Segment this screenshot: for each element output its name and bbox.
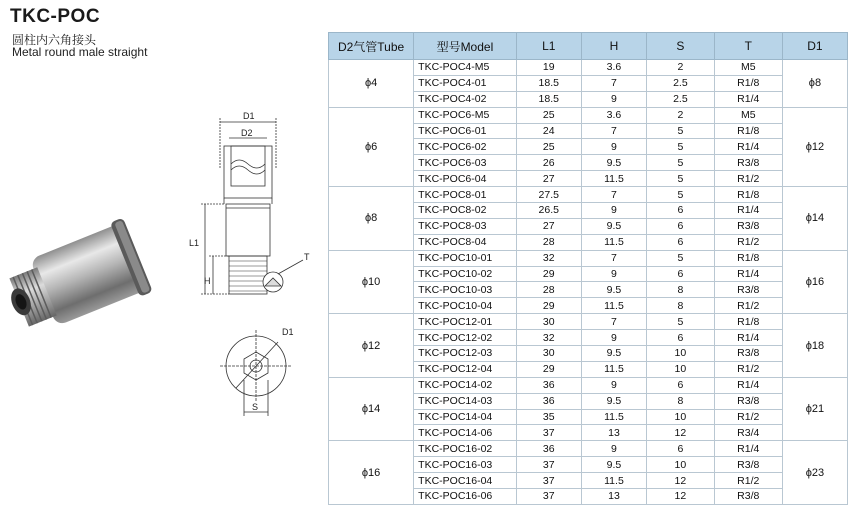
t-cell: R3/8 [714,218,782,234]
s-cell: 12 [647,489,715,505]
l1-cell: 18.5 [516,75,581,91]
tube-size-cell: ϕ14 [329,377,414,441]
t-cell: R1/8 [714,123,782,139]
tube-size-cell: ϕ16 [329,441,414,505]
model-cell: TKC-POC10-02 [414,266,517,282]
header-model: 型号Model [414,33,517,60]
s-cell: 6 [647,266,715,282]
h-cell: 11.5 [581,361,646,377]
t-cell: R3/8 [714,282,782,298]
t-cell: R1/2 [714,234,782,250]
model-cell: TKC-POC12-01 [414,314,517,330]
s-cell: 2.5 [647,75,715,91]
s-cell: 8 [647,298,715,314]
t-cell: R1/8 [714,250,782,266]
s-cell: 5 [647,250,715,266]
l1-cell: 29 [516,266,581,282]
l1-cell: 29 [516,361,581,377]
s-cell: 6 [647,234,715,250]
label-d2: D2 [241,128,253,138]
l1-cell: 37 [516,425,581,441]
s-cell: 2 [647,60,715,76]
table-row [329,187,848,203]
d1-size-cell: ϕ18 [782,314,847,378]
label-s: S [252,402,259,412]
s-cell: 10 [647,346,715,362]
subtitle-chinese: 圆柱内六角接头 [12,33,97,47]
model-cell: TKC-POC6-01 [414,123,517,139]
l1-cell: 27 [516,218,581,234]
fitting-photo [0,190,175,360]
tube-size-cell: ϕ10 [329,250,414,314]
d1-size-cell: ϕ14 [782,187,847,251]
l1-cell: 32 [516,330,581,346]
subtitle-english: Metal round male straight [12,45,148,59]
tube-size-cell: ϕ6 [329,107,414,186]
model-cell: TKC-POC10-03 [414,282,517,298]
h-cell: 7 [581,123,646,139]
h-cell: 3.6 [581,107,646,123]
s-cell: 5 [647,139,715,155]
h-cell: 7 [581,314,646,330]
t-cell: R1/4 [714,91,782,107]
l1-cell: 28 [516,234,581,250]
label-d1-end: D1 [282,327,294,337]
s-cell: 6 [647,377,715,393]
model-cell: TKC-POC6-M5 [414,107,517,123]
h-cell: 13 [581,489,646,505]
model-cell: TKC-POC8-01 [414,187,517,203]
model-cell: TKC-POC4-02 [414,91,517,107]
tube-size-cell: ϕ12 [329,314,414,378]
model-cell: TKC-POC4-M5 [414,60,517,76]
s-cell: 6 [647,218,715,234]
header-tube: D2气管Tube [329,33,414,60]
t-cell: R1/2 [714,171,782,187]
end-view-drawing [210,322,310,422]
l1-cell: 27.5 [516,187,581,203]
l1-cell: 29 [516,298,581,314]
model-cell: TKC-POC4-01 [414,75,517,91]
s-cell: 6 [647,441,715,457]
l1-cell: 37 [516,489,581,505]
t-cell: R1/4 [714,203,782,219]
t-cell: R3/4 [714,425,782,441]
t-cell: R3/8 [714,393,782,409]
t-cell: R1/2 [714,409,782,425]
h-cell: 11.5 [581,409,646,425]
h-cell: 9 [581,139,646,155]
l1-cell: 25 [516,139,581,155]
h-cell: 9 [581,91,646,107]
model-cell: TKC-POC12-02 [414,330,517,346]
s-cell: 6 [647,330,715,346]
l1-cell: 27 [516,171,581,187]
s-cell: 5 [647,171,715,187]
t-cell: R1/2 [714,298,782,314]
h-cell: 9 [581,441,646,457]
table-row [329,314,848,330]
header-d1: D1 [782,33,847,60]
s-cell: 6 [647,203,715,219]
h-cell: 9.5 [581,218,646,234]
h-cell: 9.5 [581,393,646,409]
model-cell: TKC-POC14-03 [414,393,517,409]
t-cell: R1/8 [714,314,782,330]
s-cell: 12 [647,473,715,489]
h-cell: 9.5 [581,346,646,362]
model-cell: TKC-POC8-03 [414,218,517,234]
t-cell: R1/4 [714,377,782,393]
h-cell: 11.5 [581,473,646,489]
model-cell: TKC-POC16-02 [414,441,517,457]
l1-cell: 32 [516,250,581,266]
s-cell: 8 [647,282,715,298]
s-cell: 12 [647,425,715,441]
header-h: H [581,33,646,60]
table-row [329,60,848,76]
h-cell: 9.5 [581,457,646,473]
h-cell: 7 [581,75,646,91]
h-cell: 11.5 [581,171,646,187]
spec-table [328,32,848,505]
d1-size-cell: ϕ12 [782,107,847,186]
l1-cell: 36 [516,377,581,393]
d1-size-cell: ϕ16 [782,250,847,314]
page-title: TKC-POC [10,6,101,27]
model-cell: TKC-POC16-03 [414,457,517,473]
table-row [329,377,848,393]
h-cell: 9 [581,330,646,346]
model-cell: TKC-POC16-06 [414,489,517,505]
s-cell: 10 [647,361,715,377]
t-cell: R1/4 [714,330,782,346]
t-cell: R1/2 [714,361,782,377]
s-cell: 10 [647,457,715,473]
s-cell: 10 [647,409,715,425]
l1-cell: 35 [516,409,581,425]
h-cell: 9.5 [581,155,646,171]
h-cell: 9.5 [581,282,646,298]
d1-size-cell: ϕ23 [782,441,847,505]
t-cell: R3/8 [714,457,782,473]
l1-cell: 26.5 [516,203,581,219]
t-cell: R1/8 [714,187,782,203]
s-cell: 2 [647,107,715,123]
h-cell: 7 [581,187,646,203]
header-l1: L1 [516,33,581,60]
h-cell: 11.5 [581,298,646,314]
model-cell: TKC-POC6-04 [414,171,517,187]
model-cell: TKC-POC6-03 [414,155,517,171]
model-cell: TKC-POC10-01 [414,250,517,266]
t-cell: R1/4 [714,441,782,457]
l1-cell: 25 [516,107,581,123]
l1-cell: 24 [516,123,581,139]
l1-cell: 19 [516,60,581,76]
model-cell: TKC-POC12-04 [414,361,517,377]
label-h: H [204,276,211,286]
l1-cell: 26 [516,155,581,171]
model-cell: TKC-POC14-04 [414,409,517,425]
d1-size-cell: ϕ8 [782,60,847,108]
model-cell: TKC-POC16-04 [414,473,517,489]
table-row [329,107,848,123]
table-row [329,441,848,457]
model-cell: TKC-POC14-06 [414,425,517,441]
label-t: T [304,252,310,262]
model-cell: TKC-POC12-03 [414,346,517,362]
t-cell: R1/2 [714,473,782,489]
s-cell: 2.5 [647,91,715,107]
model-cell: TKC-POC14-02 [414,377,517,393]
h-cell: 7 [581,250,646,266]
l1-cell: 37 [516,457,581,473]
l1-cell: 18.5 [516,91,581,107]
t-cell: R3/8 [714,489,782,505]
tube-size-cell: ϕ8 [329,187,414,251]
header-t: T [714,33,782,60]
h-cell: 9 [581,377,646,393]
s-cell: 5 [647,123,715,139]
s-cell: 5 [647,314,715,330]
tube-size-cell: ϕ4 [329,60,414,108]
l1-cell: 30 [516,346,581,362]
s-cell: 8 [647,393,715,409]
s-cell: 5 [647,155,715,171]
t-cell: R3/8 [714,346,782,362]
t-cell: M5 [714,60,782,76]
h-cell: 11.5 [581,234,646,250]
d1-size-cell: ϕ21 [782,377,847,441]
l1-cell: 28 [516,282,581,298]
model-cell: TKC-POC6-02 [414,139,517,155]
table-row [329,250,848,266]
model-cell: TKC-POC8-04 [414,234,517,250]
l1-cell: 36 [516,441,581,457]
h-cell: 13 [581,425,646,441]
label-l1: L1 [189,238,200,248]
header-s: S [647,33,715,60]
t-cell: R1/4 [714,266,782,282]
model-cell: TKC-POC8-02 [414,203,517,219]
s-cell: 5 [647,187,715,203]
l1-cell: 36 [516,393,581,409]
t-cell: R3/8 [714,155,782,171]
table-header-row [329,33,848,60]
h-cell: 3.6 [581,60,646,76]
side-view-drawing [183,108,323,313]
l1-cell: 37 [516,473,581,489]
t-cell: M5 [714,107,782,123]
h-cell: 9 [581,203,646,219]
t-cell: R1/4 [714,139,782,155]
h-cell: 9 [581,266,646,282]
t-cell: R1/8 [714,75,782,91]
model-cell: TKC-POC10-04 [414,298,517,314]
l1-cell: 30 [516,314,581,330]
label-d1: D1 [243,111,255,121]
